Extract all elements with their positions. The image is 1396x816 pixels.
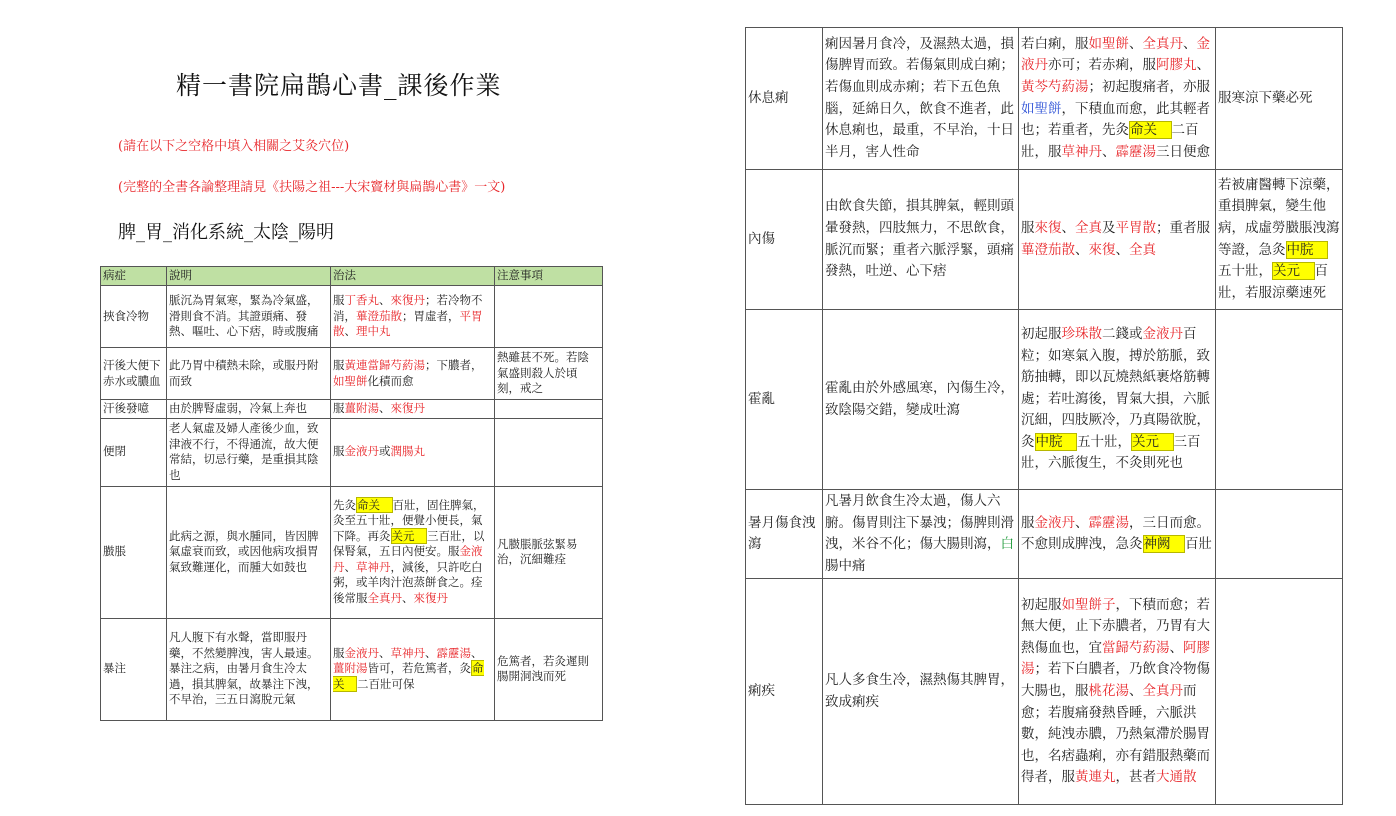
- text: 、: [471, 645, 483, 660]
- formula-name: 阿膠丸: [1156, 57, 1197, 74]
- acupoint-answer: 关元: [391, 528, 426, 543]
- text: 、: [1196, 57, 1210, 74]
- text: ；胃虛者，: [402, 308, 460, 323]
- text: 服: [333, 358, 345, 372]
- instruction-note: (請在以下之空格中填入相關之艾灸穴位): [118, 139, 350, 154]
- caution-cell: 服寒涼下藥必死: [1216, 28, 1343, 170]
- formula-name: 草神丹: [1061, 143, 1102, 160]
- formula-name: 如聖餅: [333, 373, 368, 388]
- formula-name: 平胃散: [1115, 219, 1156, 236]
- text: 及: [1102, 219, 1116, 236]
- text: 、: [344, 324, 356, 339]
- condition-cell: 便閉: [101, 418, 167, 486]
- acupoint-answer: 命关: [1130, 122, 1171, 139]
- formula-name: 來復丹: [390, 293, 425, 308]
- table-row: [746, 490, 1343, 579]
- formula-name: 蓽澄茄散: [1021, 241, 1075, 258]
- acupoint-answer: 命关: [357, 497, 392, 512]
- text: ；重者服: [1156, 219, 1210, 236]
- text: 、: [1075, 514, 1089, 531]
- formula-name: 金液丹: [1142, 325, 1183, 342]
- formula-name: 理中丸: [356, 324, 391, 339]
- formula-name: 如聖餅: [1021, 100, 1062, 117]
- condition-cell: 挾食冷物: [101, 286, 167, 348]
- description-cell: 凡人腹下有水聲，當即服丹藥，不然變脾洩，害人最速。暴注之病，由暑月食生冷太過，損其脾氣，故暴注下洩，不早治，三五日瀉脫元氣: [167, 618, 331, 720]
- condition-cell: 暑月傷食洩瀉: [746, 490, 823, 579]
- condition-cell: 內傷: [746, 170, 823, 310]
- section-heading: 脾_胃_消化系統_太陰_陽明: [118, 222, 334, 243]
- formula-name: 阿膠湯: [1021, 639, 1210, 678]
- text: 腸中痛: [825, 557, 866, 574]
- description-cell: 脈沉為胃氣寒，緊為冷氣盛，滑則食不消。其證頭痛、發熱、嘔吐、心下痞，時或腹痛: [167, 286, 331, 348]
- condition-cell: 汗後大便下赤水或膿血: [101, 348, 167, 400]
- description-cell: 痢因暑月食冷，及濕熱太過，損傷脾胃而致。若傷氣則成白痢；若傷血則成赤痢；若下五色魚腦，延綿日久，飲食不進者，此休息痢也，最重，不早治，十日半月，害人性命: [823, 28, 1019, 170]
- formula-name: 珍珠散: [1061, 325, 1102, 342]
- formula-name: 如聖餅: [1088, 35, 1129, 52]
- text: ，減後，只許吃白粥，或羊肉汁泡蒸餅食之。痊後常服: [333, 559, 483, 605]
- right-table: [745, 27, 1343, 805]
- formula-name: 金液丹: [333, 544, 483, 574]
- text: ，下積血而愈，此其輕者也；若重者，先灸: [1021, 100, 1210, 139]
- table-row: [746, 310, 1343, 490]
- formula-name: 來復: [1088, 241, 1116, 258]
- text: 三百壯，以保腎氣，五日內便安。服: [333, 528, 485, 559]
- text: 初起服: [1021, 596, 1062, 613]
- treatment-cell: [331, 618, 495, 720]
- text: ，三日而愈。不愈則成脾洩，急灸: [1021, 514, 1210, 553]
- formula-name: 霹靂湯: [1088, 514, 1129, 531]
- treatment-cell: [1019, 579, 1216, 805]
- description-cell: 老人氣虛及婦人產後少血，致津液不行，不得通流，故大便常結，切忌行藥，是重損其陰也: [167, 418, 331, 486]
- acupoint-answer: 关元: [1273, 263, 1314, 280]
- caution-cell: [1216, 579, 1343, 805]
- text: ；若下白膿者，乃飲食冷物傷大腸也，服: [1021, 661, 1210, 700]
- text: 服: [333, 293, 345, 308]
- caution-cell: [495, 286, 603, 348]
- text: 、: [1102, 143, 1116, 160]
- text: 先灸: [333, 497, 356, 512]
- treatment-cell: [1019, 310, 1216, 490]
- formula-name: 來復: [1034, 219, 1062, 236]
- caution-cell: [495, 418, 603, 486]
- text: 、: [1129, 35, 1143, 52]
- formula-name: 草神丹: [356, 559, 391, 574]
- treatment-cell: [331, 348, 495, 400]
- condition-cell: 霍亂: [746, 310, 823, 490]
- formula-name: 丁香丸: [344, 293, 379, 308]
- treatment-cell: [331, 418, 495, 486]
- text: 百粒；如寒氣入腹，搏於筋脈，致筋抽轉，即以瓦燒熱紙裹烙筋轉處；若吐瀉後，胃氣大損，六脈沉細，四肢厥冷，乃真陽欲脫，灸: [1021, 325, 1210, 450]
- text: ；下膿者，: [425, 358, 483, 372]
- formula-name: 蓽澄茄散: [356, 308, 402, 323]
- condition-cell: 臌脹: [101, 486, 167, 618]
- text: 若被庸醫轉下涼藥，重損脾氣，變生他病，成虛勞臌脹洩瀉等證，急灸: [1218, 176, 1340, 258]
- text: 凡暑月飲食生冷太過，傷人六腑。傷胃則注下暴洩；傷脾則滑洩，米谷不化；傷大腸則瀉，: [825, 493, 1014, 553]
- description-cell: [823, 490, 1019, 579]
- text: 、: [1061, 219, 1075, 236]
- text: 百壯，若服涼藥速死: [1218, 263, 1328, 301]
- treatment-cell: [331, 486, 495, 618]
- text: 化積而愈: [367, 373, 414, 388]
- header-cell: 說明: [167, 267, 331, 286]
- formula-name: 大通散: [1156, 769, 1197, 786]
- text: 二錢或: [1102, 325, 1143, 342]
- caution-cell: [1216, 170, 1343, 310]
- acupoint-answer: 神阙: [1143, 536, 1184, 553]
- header-cell: 治法: [331, 267, 495, 286]
- text: 五十壯，: [1218, 263, 1272, 280]
- acupoint-answer: 关元: [1132, 433, 1173, 450]
- text: 二百壯可保: [357, 676, 415, 691]
- text: 、: [402, 590, 414, 605]
- text: 、: [379, 645, 391, 660]
- text: 三日便愈: [1156, 143, 1210, 160]
- formula-name: 薑附湯: [333, 661, 368, 676]
- text: 皆可，若危篤者，灸: [367, 661, 471, 676]
- formula-name: 全真丹: [1142, 683, 1183, 700]
- text: ，下積而愈；若無大便，止下赤膿者，乃胃有大熱傷血也，宜: [1021, 596, 1210, 656]
- text: 服: [1021, 514, 1035, 531]
- description-cell: 此病之源，與水腫同，皆因脾氣虛衰而致，或因他病攻損胃氣致難運化，而腫大如鼓也: [167, 486, 331, 618]
- formula-name: 黃連丸: [1075, 769, 1116, 786]
- page-title: 精一書院扁鵲心書_課後作業: [176, 71, 502, 100]
- formula-name: 黃連當歸芍葯湯: [344, 358, 425, 372]
- acupoint-answer: 中脘: [1035, 433, 1076, 450]
- formula-name: 如聖餅子: [1061, 596, 1116, 613]
- text: ；初起腹痛者，亦服: [1088, 78, 1210, 95]
- text: 二百壯，服: [1021, 122, 1199, 160]
- table-row: [101, 618, 603, 720]
- text: 五十壯，: [1077, 433, 1131, 450]
- text: 百壯，固住脾氣，灸至五十壯，便覺小便長，氣下降。再灸: [333, 497, 485, 543]
- text: 若白痢，服: [1021, 35, 1089, 52]
- description-cell: 由飲食失節，損其脾氣，輕則頭暈發熱，四肢無力，不思飲食，脈沉而緊；重者六脈浮緊，頭痛發熱，吐逆、心下痞: [823, 170, 1019, 310]
- text: 、: [1115, 241, 1129, 258]
- formula-name: 黃芩芍葯湯: [1021, 78, 1089, 95]
- formula-name: 桃花湯: [1088, 683, 1129, 700]
- acupoint-answer: 命关: [333, 661, 484, 691]
- table-row: [746, 170, 1343, 310]
- caution-cell: [1216, 490, 1343, 579]
- text: 初起服: [1021, 325, 1062, 342]
- acupoint-answer: 中脘: [1286, 241, 1327, 258]
- text: 服: [333, 645, 345, 660]
- formula-name: 潤腸丸: [390, 444, 425, 459]
- caution-cell: [495, 400, 603, 419]
- formula-name: 薑附湯: [344, 401, 379, 415]
- table-row: [746, 579, 1343, 805]
- condition-cell: 休息痢: [746, 28, 823, 170]
- caution-cell: [1216, 310, 1343, 490]
- formula-name: 霹靂湯: [1115, 143, 1156, 160]
- formula-name: 當歸芍葯湯: [1102, 639, 1170, 656]
- table-row: [101, 400, 603, 419]
- treatment-cell: [1019, 170, 1216, 310]
- text: 服: [1021, 219, 1035, 236]
- formula-name: 全真丹: [367, 590, 402, 605]
- caution-cell: 危篤者，若灸遲則腸開洞洩而死: [495, 618, 603, 720]
- text: ；若冷物不消，: [333, 293, 483, 323]
- text: 亦可；若赤痢，服: [1048, 57, 1156, 74]
- header-cell: 注意事項: [495, 267, 603, 286]
- text: 、: [1075, 241, 1089, 258]
- text: 、: [1183, 35, 1197, 52]
- condition-cell: 痢疾: [746, 579, 823, 805]
- description-cell: 凡人多食生冷，濕熱傷其脾胃，致成痢疾: [823, 579, 1019, 805]
- condition-cell: 汗後發噫: [101, 400, 167, 419]
- text: 、: [425, 645, 437, 660]
- formula-name: 金液丹: [1021, 35, 1210, 74]
- description-cell: 此乃胃中積熱未除，或服丹附而致: [167, 348, 331, 400]
- formula-name: 全真丹: [1142, 35, 1183, 52]
- header-cell: 病症: [101, 267, 167, 286]
- treatment-cell: [331, 286, 495, 348]
- table-row: [101, 418, 603, 486]
- formula-name: 霹靂湯: [436, 645, 471, 660]
- formula-name: 草神丹: [390, 645, 425, 660]
- text: 三百壯，六脈復生，不灸則死也: [1021, 433, 1201, 472]
- text: 服: [333, 444, 345, 459]
- text: 、: [379, 401, 391, 415]
- formula-name: 來復丹: [390, 401, 425, 415]
- reference-note: (完整的全書各論整理請見《扶陽之祖---大宋竇材與扁鵲心書》一文): [118, 180, 506, 195]
- text: ，甚者: [1115, 769, 1156, 786]
- condition-cell: 暴注: [101, 618, 167, 720]
- formula-name: 金液丹: [344, 444, 379, 459]
- formula-name: 金液丹: [344, 645, 379, 660]
- caution-cell: 凡臌脹脈弦緊易治，沉細難痊: [495, 486, 603, 618]
- text: 百壯: [1185, 536, 1212, 553]
- text: 而愈；若腹痛發熱昏睡，六脈洪數，純洩赤膿，乃熱氣滯於腸胃也，名痞蟲痢，亦有錯服熱藥而得者，服: [1021, 683, 1210, 786]
- table-header-row: [101, 267, 603, 286]
- description-cell: 由於脾腎虛弱，冷氣上奔也: [167, 400, 331, 419]
- formula-name: 平胃散: [333, 308, 483, 339]
- text: 或: [379, 444, 391, 459]
- formula-name: 金液丹: [1034, 514, 1075, 531]
- treatment-cell: [1019, 490, 1216, 579]
- caution-cell: 熱雖甚不死。若陰氣盛則殺人於頃刻，戒之: [495, 348, 603, 400]
- formula-name: 全真: [1129, 241, 1156, 258]
- table-row: [101, 486, 603, 618]
- left-table: [100, 266, 603, 721]
- table-row: [101, 286, 603, 348]
- table-row: [101, 348, 603, 400]
- text: 、: [1129, 683, 1143, 700]
- text: 服: [333, 401, 345, 415]
- description-cell: 霍亂由於外感風寒，內傷生冷，致陰陽交錯，變成吐瀉: [823, 310, 1019, 490]
- text: 、: [1169, 639, 1183, 656]
- formula-name: 來復丹: [413, 590, 448, 605]
- treatment-cell: [331, 400, 495, 419]
- text: 、: [379, 293, 391, 308]
- table-row: [746, 28, 1343, 170]
- colored-text: 白: [1000, 536, 1014, 553]
- treatment-cell: [1019, 28, 1216, 170]
- text: 、: [344, 559, 356, 574]
- formula-name: 全真: [1075, 219, 1102, 236]
